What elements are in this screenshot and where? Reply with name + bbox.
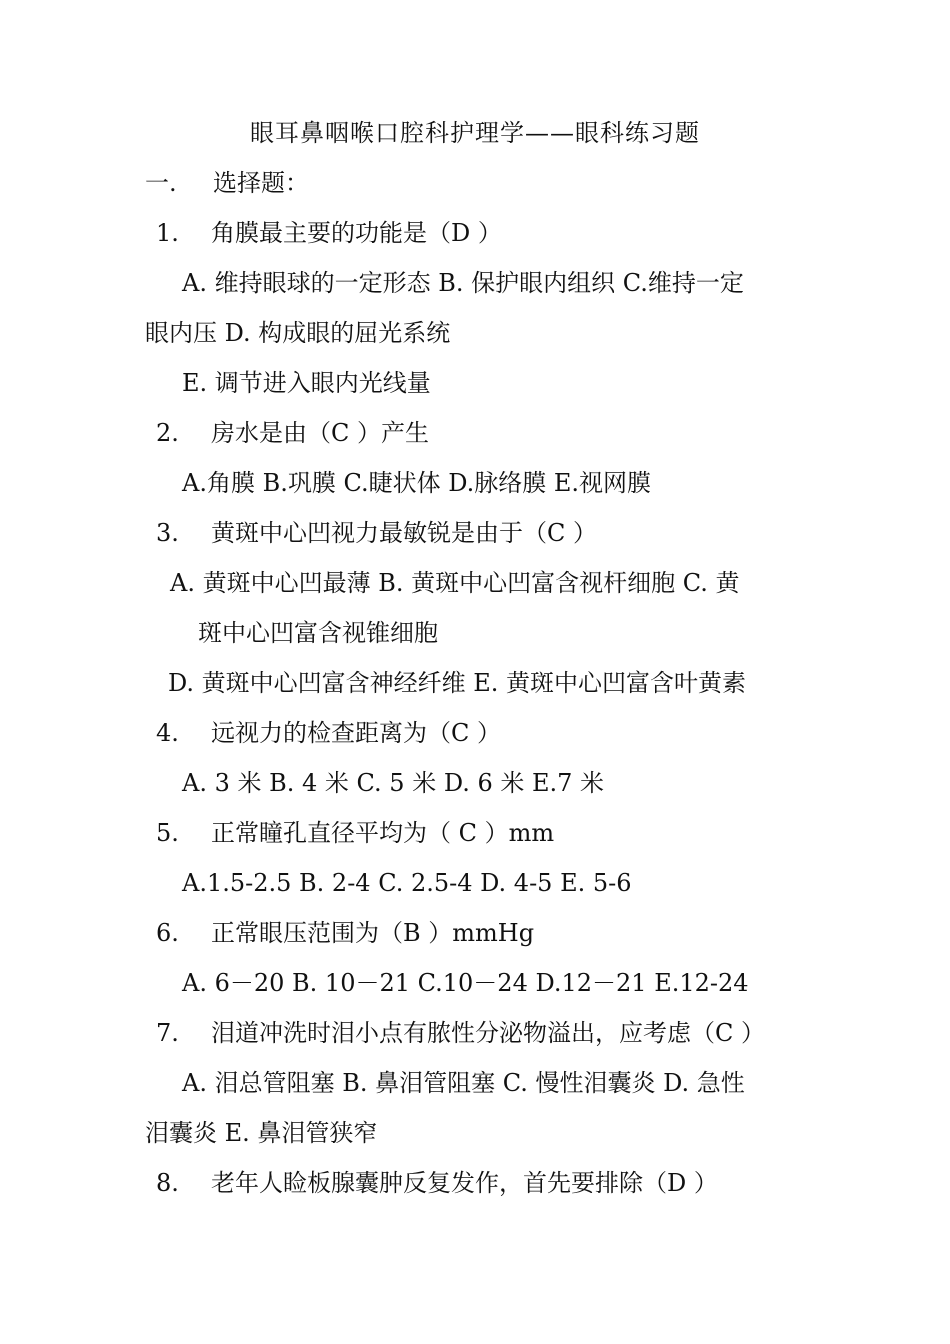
question-1 [156,218,502,248]
document-title: 眼耳鼻咽喉口腔科护理学——眼科练习题 [250,119,700,147]
question-1-options-line2: 眼内压 D. 构成眼的屈光系统 [145,319,451,347]
question-stem: 黄斑中心凹视力最敏锐是由于（C ） [211,519,597,547]
question-5-options-line1: A.1.5-2.5 B. 2-4 C. 2.5-4 D. 4-5 E. 5-6 [182,869,632,897]
question-1-options-line3: E. 调节进入眼内光线量 [182,369,431,397]
question-3-options-line3: D. 黄斑中心凹富含神经纤维 E. 黄斑中心凹富含叶黄素 [168,669,747,697]
question-number: 8. [156,1169,179,1197]
question-2-options-line1: A.角膜 B.巩膜 C.睫状体 D.脉络膜 E.视网膜 [182,469,652,497]
question-2 [156,418,429,448]
question-stem: 角膜最主要的功能是（D ） [211,219,502,247]
question-number: 2. [156,419,179,447]
question-5 [156,818,554,848]
question-stem: 正常眼压范围为（B ）mmHg [211,919,535,947]
question-8 [156,1168,718,1198]
question-number: 4. [156,719,179,747]
question-3-options-line1: A. 黄斑中心凹最薄 B. 黄斑中心凹富含视杆细胞 C. 黄 [170,569,740,597]
question-number: 6. [156,919,179,947]
question-stem: 远视力的检查距离为（C ） [211,719,501,747]
question-4 [156,718,501,748]
question-number: 7. [156,1019,179,1047]
question-number: 5. [156,819,179,847]
question-6-options-line1: A. 6－20 B. 10－21 C.10－24 D.12－21 E.12-24 [182,969,749,997]
question-4-options-line1: A. 3 米 B. 4 米 C. 5 米 D. 6 米 E.7 米 [182,769,605,797]
question-3 [156,518,597,548]
question-number: 1. [156,219,179,247]
section-label: 选择题： [213,169,309,197]
question-3-options-line2: 斑中心凹富含视锥细胞 [198,619,438,647]
question-6 [156,918,534,948]
question-stem: 老年人睑板腺囊肿反复发作，首先要排除（D ） [211,1169,718,1197]
question-stem: 房水是由（C ）产生 [211,419,429,447]
section-heading [145,168,309,198]
question-7-options-line2: 泪囊炎 E. 鼻泪管狭窄 [145,1119,378,1147]
question-stem: 正常瞳孔直径平均为（ C ）mm [211,819,555,847]
question-7-options-line1: A. 泪总管阻塞 B. 鼻泪管阻塞 C. 慢性泪囊炎 D. 急性 [182,1069,745,1097]
question-number: 3. [156,519,179,547]
section-number: 一. [145,169,177,197]
question-stem: 泪道冲洗时泪小点有脓性分泌物溢出，应考虑（C ） [211,1019,765,1047]
question-7 [156,1018,765,1048]
question-1-options-line1: A. 维持眼球的一定形态 B. 保护眼内组织 C.维持一定 [182,269,744,297]
